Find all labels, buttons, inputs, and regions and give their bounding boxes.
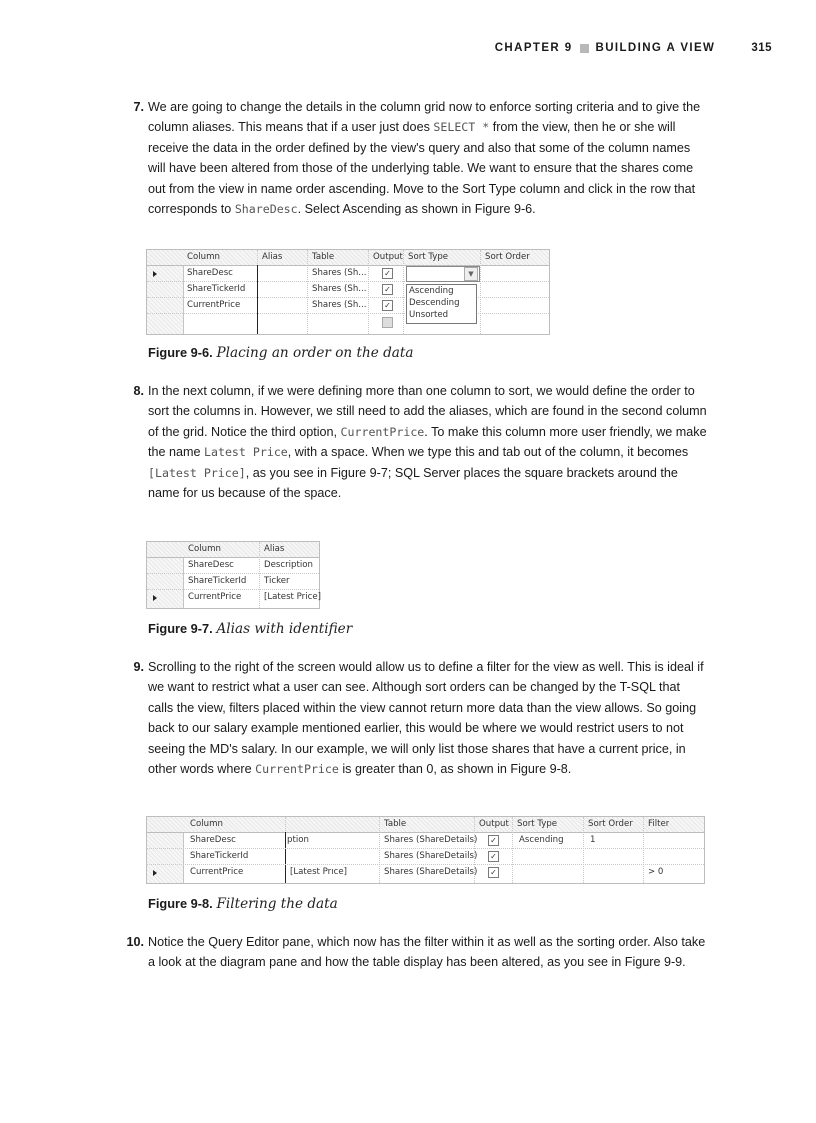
step-text: from the view, then he or she will receive the data in the order defined by the view's query and also that some of the column names will have been altered from those of the underlying table. We want to ensure that the shares come out from the view in name order ascending. Move to the Sort Type column and click in the row that corresponds to [148, 120, 696, 217]
cell-sort-order[interactable] [587, 849, 590, 864]
step-text: , with a space. When we type this and tab out of the column, it becomes [287, 445, 689, 460]
cell-filter[interactable]: > 0 [648, 867, 664, 877]
figure-9-8-grid [146, 816, 705, 884]
figure-9-7-caption [148, 621, 352, 637]
chapter-label: CHAPTER 9 [494, 42, 573, 54]
step-number: 9. [133, 660, 144, 674]
caption-text: Placing an order on the data [216, 345, 414, 361]
inline-code: CurrentPrice [255, 762, 339, 777]
header-output: Output [373, 252, 403, 262]
step-text: Notice the Query Editor pane, which now has the filter within it as well as the sorting order. Also take a look at the diagram pane and how the table display has been altered, as you see in Figure 9-9. [148, 935, 706, 970]
dropdown-option-descending[interactable]: Descending [409, 298, 460, 308]
figure-9-6-caption [148, 345, 413, 361]
grid-row[interactable] [147, 865, 704, 881]
grid-row[interactable] [147, 833, 704, 849]
output-checkbox[interactable]: ✓ [382, 268, 393, 279]
cell-table[interactable]: Shares (Sh... [312, 300, 367, 310]
cell-column[interactable]: CurrentPrice [188, 592, 242, 602]
cell-table[interactable]: Shares (ShareDetails) [384, 835, 478, 845]
inline-code: [Latest Price] [148, 465, 246, 480]
output-checkbox[interactable]: ✓ [488, 835, 499, 846]
chapter-title: BUILDING A VIEW [595, 42, 716, 54]
header-sort-type: Sort Type [517, 819, 558, 829]
header-output: Output [479, 819, 509, 829]
grid-header-row [147, 817, 704, 833]
inline-code: SELECT * [433, 120, 490, 135]
step-text: , as you see in Figure 9-7; SQL Server places the square brackets around the name for us because of the space. [148, 465, 678, 501]
step-text: . Select Ascending as shown in Figure 9-6. [297, 202, 536, 217]
header-alias: Alias [262, 252, 283, 262]
grid-row[interactable] [147, 590, 319, 606]
step-8 [133, 381, 708, 503]
cell-column[interactable]: ShareTickerId [190, 851, 249, 861]
header-sort-type: Sort Type [408, 252, 449, 262]
cell-alias[interactable] [287, 849, 290, 864]
step-text: Scrolling to the right of the screen would allow us to define a filter for the view as well. This is ideal if we want to restrict what a user can see. Although sort orders can be changed by the T-SQL that calls the view, filters placed within the view cannot return more data than the view allows. So going back to our salary example mentioned earlier, this would be where we would restrict users to not seeing the MD's salary. In our example, we will only list those shares that have a current price, in other words where [148, 660, 704, 777]
cell-column[interactable]: ShareDesc [190, 835, 236, 845]
grid-row-empty[interactable] [147, 314, 549, 329]
cell-column[interactable]: ShareDesc [187, 268, 233, 278]
cell-sort-order[interactable]: 1 [590, 835, 596, 845]
inline-code: CurrentPrice [340, 424, 425, 439]
cell-column[interactable]: ShareTickerId [187, 284, 246, 294]
caption-label: Figure 9-6. [148, 345, 213, 360]
cell-alias[interactable]: [Latest Price] [264, 592, 321, 602]
step-text: In the next column, if we were defining more than one column to sort, we would define the order to sort the columns in. However, we still need to add the aliases, which are found in the second column of the grid. Notice the third option, [148, 384, 707, 439]
cell-table[interactable]: Shares (ShareDetails) [384, 867, 478, 877]
grid-header-row [147, 250, 549, 266]
figure-9-8-caption [148, 896, 338, 912]
header-alias: Alias [264, 544, 285, 554]
cell-column[interactable]: ShareTickerId [188, 576, 247, 586]
sort-type-dropdown-list[interactable] [406, 284, 477, 324]
cell-sort-type[interactable]: Ascending [519, 835, 564, 845]
cell-filter[interactable] [645, 833, 648, 848]
header-separator-square [580, 44, 589, 53]
cell-alias[interactable]: [Latest Prıce] [290, 867, 347, 877]
page-number: 315 [751, 42, 772, 54]
header-filter: Filter [648, 819, 670, 829]
header-table: Table [384, 819, 407, 829]
current-row-arrow-icon [153, 870, 157, 876]
inline-code: ShareDesc [234, 202, 298, 217]
chevron-down-icon[interactable]: ▼ [464, 267, 478, 281]
cell-column[interactable]: ShareDesc [188, 560, 234, 570]
grid-row[interactable] [147, 282, 549, 298]
caption-text: Filtering the data [216, 896, 338, 912]
cell-filter[interactable] [645, 849, 648, 864]
inline-code: Latest Price [204, 445, 288, 460]
step-text: is greater than 0, as shown in Figure 9-8. [338, 762, 572, 777]
header-sort-order: Sort Order [588, 819, 633, 829]
figure-9-6-grid [146, 249, 550, 335]
grid-row[interactable] [147, 849, 704, 865]
output-checkbox-disabled [382, 317, 393, 328]
header-table: Table [312, 252, 335, 262]
header-column: Column [187, 252, 220, 262]
output-checkbox[interactable]: ✓ [488, 851, 499, 862]
cell-alias[interactable]: Ticker [264, 576, 290, 586]
caption-text: Alias with identifier [216, 621, 353, 637]
sort-type-select[interactable] [406, 266, 480, 282]
grid-header-row [147, 542, 319, 558]
output-checkbox[interactable]: ✓ [382, 300, 393, 311]
current-row-arrow-icon [153, 595, 157, 601]
cell-table[interactable]: Shares (Sh... [312, 268, 367, 278]
step-9 [133, 657, 708, 779]
dropdown-option-ascending[interactable]: Ascending [409, 286, 454, 296]
cell-table[interactable]: Shares (ShareDetails) [384, 851, 478, 861]
step-7 [133, 97, 708, 219]
grid-row[interactable] [147, 298, 549, 314]
output-checkbox[interactable]: ✓ [382, 284, 393, 295]
cell-sort-type[interactable] [516, 849, 519, 864]
caption-label: Figure 9-7. [148, 621, 213, 636]
caption-label: Figure 9-8. [148, 896, 213, 911]
cell-sort-type[interactable] [516, 865, 519, 881]
grid-row[interactable] [147, 558, 319, 574]
grid-row[interactable] [147, 574, 319, 590]
cell-column[interactable]: CurrentPrice [187, 300, 241, 310]
step-text: We are going to change the details in the column grid now to enforce sorting criteria and to give the column aliases. This means that if a user just does [148, 100, 701, 135]
header-sort-order: Sort Order [485, 252, 530, 262]
figure-9-7-grid [146, 541, 320, 609]
step-text: . To make this column more user friendly, we make the name [148, 424, 707, 460]
output-checkbox[interactable]: ✓ [488, 867, 499, 878]
current-row-arrow-icon [153, 271, 157, 277]
cell-alias[interactable]: Description [264, 560, 313, 570]
step-number: 8. [133, 384, 144, 398]
header-column: Column [188, 544, 221, 554]
cell-table[interactable]: Shares (Sh... [312, 284, 367, 294]
step-number: 7. [133, 100, 144, 114]
running-header [495, 42, 772, 54]
step-number: 10. [126, 935, 144, 949]
cell-alias[interactable]: ption [287, 835, 309, 845]
dropdown-option-unsorted[interactable]: Unsorted [409, 310, 449, 320]
cell-column[interactable]: CurrentPrice [190, 867, 244, 877]
header-column: Column [190, 819, 223, 829]
grid-row[interactable] [147, 266, 549, 282]
step-10 [126, 932, 708, 973]
cell-sort-order[interactable] [587, 865, 590, 881]
